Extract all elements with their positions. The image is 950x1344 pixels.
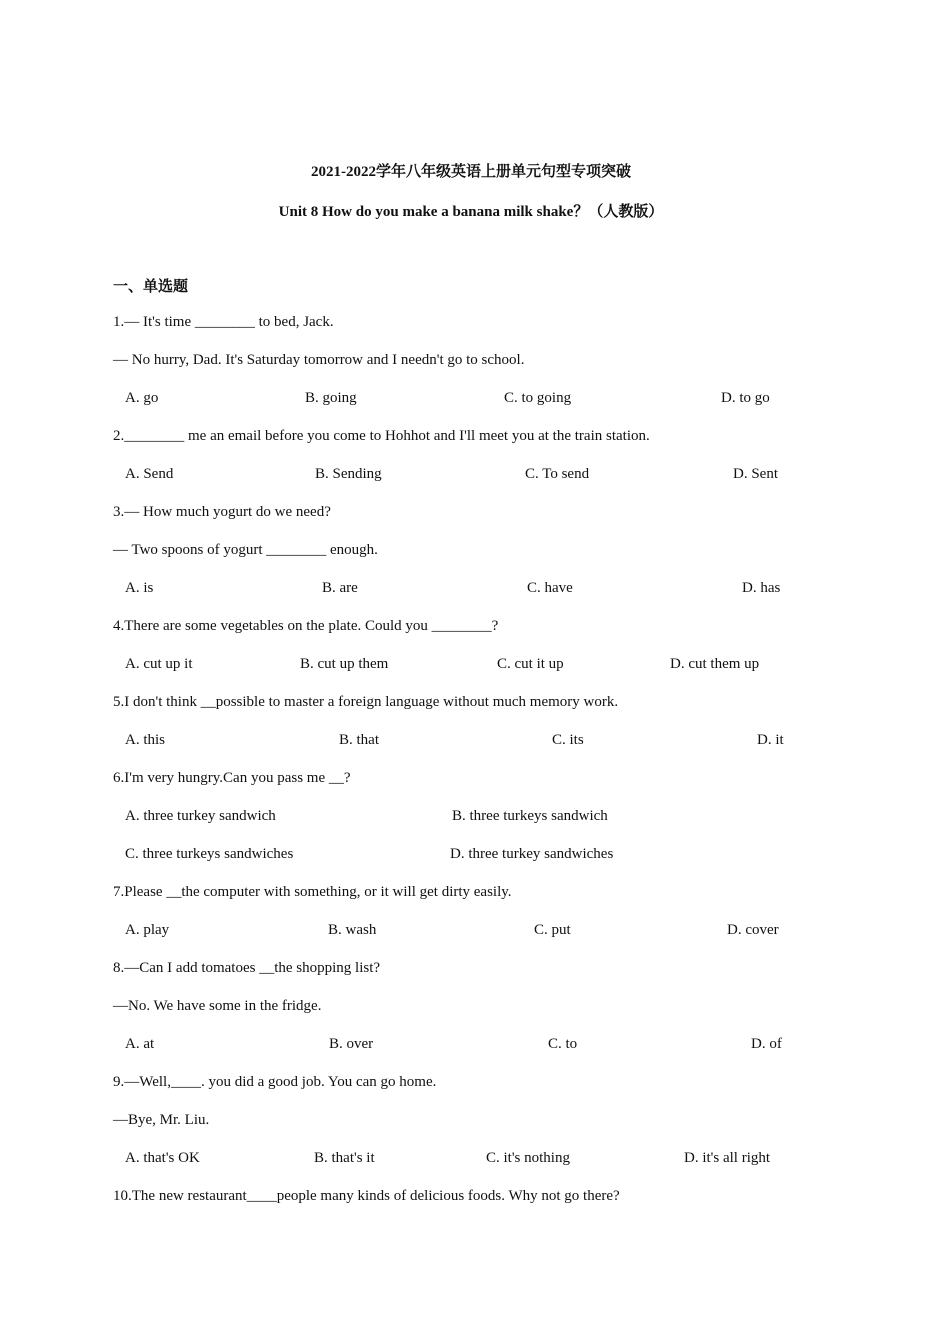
question-2-option-b: B. Sending (315, 466, 382, 482)
question-6-stem: 6.I'm very hungry.Can you pass me __? (113, 770, 351, 786)
question-7-option-d: D. cover (727, 922, 779, 938)
question-6-option-c: C. three turkeys sandwiches (125, 846, 294, 862)
question-5-option-b: B. that (339, 732, 379, 748)
question-2-stem: 2.________ me an email before you come to Hohhot and I'll meet you at the train station. (113, 428, 650, 444)
question-3-option-d: D. has (742, 580, 781, 596)
question-10-stem: 10.The new restaurant____people many kinds of delicious foods. Why not go there? (113, 1188, 620, 1204)
question-6-option-a: A. three turkey sandwich (125, 808, 276, 824)
question-1-option-a: A. go (125, 390, 159, 406)
question-3-option-c: C. have (527, 580, 573, 596)
question-9-reply: —Bye, Mr. Liu. (113, 1112, 210, 1128)
question-8-option-c: C. to (548, 1036, 578, 1052)
question-7-option-b: B. wash (328, 922, 377, 938)
question-7-option-c: C. put (534, 922, 571, 938)
question-5-stem: 5.I don't think __possible to master a foreign language without much memory work. (113, 694, 619, 710)
question-1-option-c: C. to going (504, 390, 572, 406)
question-9-option-a: A. that's OK (125, 1150, 200, 1166)
question-9-option-b: B. that's it (314, 1150, 375, 1166)
question-1-option-b: B. going (305, 390, 357, 406)
question-4-option-d: D. cut them up (670, 656, 760, 672)
question-2-option-c: C. To send (525, 466, 590, 482)
question-3-option-b: B. are (322, 580, 358, 596)
question-6-option-d: D. three turkey sandwiches (450, 846, 614, 862)
question-3-option-a: A. is (125, 580, 154, 596)
question-1-option-d: D. to go (721, 390, 770, 406)
question-6-option-b: B. three turkeys sandwich (452, 808, 608, 824)
section-heading: 一、单选题 (113, 279, 189, 295)
question-8-reply: —No. We have some in the fridge. (113, 998, 322, 1014)
question-2-option-d: D. Sent (733, 466, 778, 482)
question-5-option-c: C. its (552, 732, 584, 748)
question-9-option-c: C. it's nothing (486, 1150, 570, 1166)
question-8-stem: 8.—Can I add tomatoes __the shopping list? (113, 960, 381, 976)
question-5-option-a: A. this (125, 732, 166, 748)
question-1-stem: 1.— It's time ________ to bed, Jack. (113, 314, 334, 330)
question-7-option-a: A. play (125, 922, 170, 938)
question-4-stem: 4.There are some vegetables on the plate. Could you ________? (113, 618, 499, 634)
question-3-stem: 3.— How much yogurt do we need? (113, 504, 331, 520)
question-1-reply: — No hurry, Dad. It's Saturday tomorrow and I needn't go to school. (113, 352, 525, 368)
document-subtitle: Unit 8 How do you make a banana milk shake？（人教版） (278, 204, 664, 220)
question-5-option-d: D. it (757, 732, 784, 748)
question-2-option-a: A. Send (125, 466, 174, 482)
question-4-option-c: C. cut it up (497, 656, 564, 672)
question-3-reply: — Two spoons of yogurt ________ enough. (113, 542, 378, 558)
question-8-option-a: A. at (125, 1036, 155, 1052)
question-7-stem: 7.Please __the computer with something, or it will get dirty easily. (113, 884, 512, 900)
question-8-option-d: D. of (751, 1036, 782, 1052)
question-4-option-b: B. cut up them (300, 656, 389, 672)
question-9-option-d: D. it's all right (684, 1150, 771, 1166)
question-8-option-b: B. over (329, 1036, 374, 1052)
document-title: 2021-2022学年八年级英语上册单元句型专项突破 (311, 164, 631, 180)
question-9-stem: 9.—Well,____. you did a good job. You can go home. (113, 1074, 437, 1090)
question-4-option-a: A. cut up it (125, 656, 193, 672)
